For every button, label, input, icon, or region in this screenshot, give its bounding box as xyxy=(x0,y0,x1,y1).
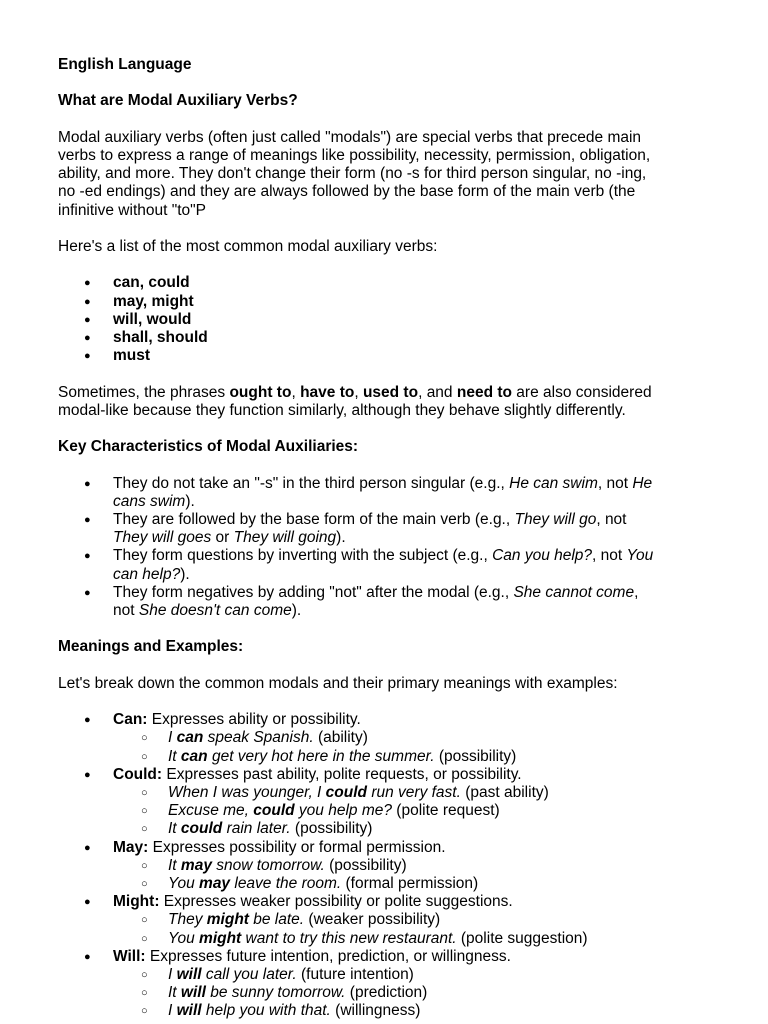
modal-word: will xyxy=(176,966,202,983)
example-item xyxy=(113,748,710,766)
text-run: , xyxy=(634,583,639,601)
text-run: help you with that. xyxy=(201,1002,331,1020)
modal-description: Expresses future intention, prediction, or willingness. xyxy=(145,947,511,965)
text-run: They are followed by the base form of the main verb (e.g., xyxy=(113,510,515,528)
modal-word: can xyxy=(180,747,208,765)
example-item xyxy=(113,729,710,747)
modal-description: Expresses ability or possibility. xyxy=(147,711,361,729)
example-item xyxy=(113,820,710,838)
text-run: , xyxy=(291,383,301,401)
example-text: You xyxy=(626,547,654,565)
example-text: They will go xyxy=(514,510,597,528)
text-run: rain later. xyxy=(222,820,291,838)
modal-description: Expresses past ability, polite requests, or possibility. xyxy=(162,765,522,783)
text-run: ). xyxy=(185,492,195,510)
example-list xyxy=(113,784,710,839)
text-run: run very fast. xyxy=(367,783,461,801)
modal-label: Can: xyxy=(113,711,148,729)
list-item xyxy=(58,347,710,365)
modal-word: might xyxy=(199,929,242,947)
text-run: , not xyxy=(597,474,633,492)
list-item xyxy=(58,274,710,292)
list-item xyxy=(58,311,710,329)
text-run: ). xyxy=(180,565,190,583)
modal-pair: will, would xyxy=(113,310,192,328)
text-run: ). xyxy=(336,529,346,547)
list-item xyxy=(58,475,710,511)
text-run: be late. xyxy=(248,911,305,929)
meaning-note: (possibility) xyxy=(290,820,373,838)
modal-label: Could: xyxy=(113,765,163,783)
text-run: leave the room. xyxy=(230,874,342,892)
meanings-heading: Meanings and Examples: xyxy=(58,638,244,656)
example-text: Can you help? xyxy=(492,547,593,565)
modal-description: Expresses possibility or formal permission. xyxy=(148,838,446,856)
text-run: They form questions by inverting with the subject (e.g., xyxy=(113,547,493,565)
modal-word: might xyxy=(206,911,249,929)
text-run: It xyxy=(168,820,181,838)
phrases-line: modal-like because they function similarly, although they behave slightly differently. xyxy=(58,401,626,419)
modal-pair: must xyxy=(113,347,151,365)
intro-line: verbs to express a range of meanings like possibility, necessity, permission, obligation, xyxy=(58,146,651,164)
text-run: It xyxy=(168,747,181,765)
example-item xyxy=(113,984,710,1002)
text-run: want to try this new restaurant. xyxy=(241,929,457,947)
example-list xyxy=(113,857,710,893)
intro-line: infinitive without "to"P xyxy=(58,201,206,219)
text-run: You xyxy=(168,874,200,892)
text-run: get very hot here in the summer. xyxy=(207,747,435,765)
text-run: When I was younger, I xyxy=(168,783,326,801)
text-run: snow tomorrow. xyxy=(211,856,325,874)
example-item xyxy=(113,802,710,820)
example-item xyxy=(113,911,710,929)
text-run: you help me? xyxy=(294,802,392,820)
intro-line: no -ed endings) and they are always followed by the base form of the main verb (the xyxy=(58,183,636,201)
text-run: , xyxy=(354,383,363,401)
text-run: speak Spanish. xyxy=(203,729,314,747)
example-item xyxy=(113,857,710,875)
meaning-note: (willingness) xyxy=(330,1002,421,1020)
modal-pair: shall, should xyxy=(113,328,208,346)
text-run: They form negatives by adding "not" after the modal (e.g., xyxy=(113,583,514,601)
modal-word: could xyxy=(253,802,295,820)
list-item xyxy=(58,839,710,894)
example-text: He xyxy=(632,474,653,492)
list-item xyxy=(58,948,710,1021)
meaning-note: (weaker possibility) xyxy=(304,911,441,929)
example-list xyxy=(113,911,710,947)
example-item xyxy=(113,966,710,984)
intro-line: Modal auxiliary verbs (often just called "modals") are special verbs that precede main xyxy=(58,128,642,146)
list-item xyxy=(58,711,710,766)
example-text: They will goes xyxy=(113,529,212,547)
modal-label: May: xyxy=(113,838,149,856)
example-text: They will going xyxy=(233,529,337,547)
meaning-note: (prediction) xyxy=(345,984,428,1002)
example-item xyxy=(113,1002,710,1020)
modal-pair: may, might xyxy=(113,292,194,310)
modal-word: may xyxy=(180,856,212,874)
example-list xyxy=(113,729,710,765)
list-item xyxy=(58,547,710,583)
meaning-note: (formal permission) xyxy=(341,874,479,892)
characteristics-heading: Key Characteristics of Modal Auxiliaries: xyxy=(58,438,359,456)
example-text: He can swim xyxy=(509,474,598,492)
meaning-note: (possibility) xyxy=(324,856,407,874)
list-item xyxy=(58,293,710,311)
modal-word: could xyxy=(325,783,368,801)
modal-word: can xyxy=(176,729,204,747)
modal-label: Might: xyxy=(113,893,160,911)
example-item xyxy=(113,875,710,893)
meaning-note: (past ability) xyxy=(460,783,549,801)
phrase-have-to: have to xyxy=(300,383,355,401)
list-item xyxy=(58,766,710,839)
list-item xyxy=(58,584,710,620)
meanings-list xyxy=(58,711,710,1020)
example-item xyxy=(113,784,710,802)
subject-heading: English Language xyxy=(58,56,192,73)
example-text: She cannot come xyxy=(513,583,635,601)
characteristics-list xyxy=(58,475,710,621)
example-item xyxy=(113,930,710,948)
text-run: not xyxy=(113,601,139,619)
intro-paragraph xyxy=(58,129,710,220)
phrase-need-to: need to xyxy=(456,383,512,401)
text-run: It xyxy=(168,984,181,1002)
example-list xyxy=(113,966,710,1021)
text-run: I xyxy=(168,1002,177,1020)
text-run: or xyxy=(211,529,234,547)
meaning-note: (ability) xyxy=(313,729,368,747)
text-run: call you later. xyxy=(201,966,297,983)
meaning-note: (future intention) xyxy=(296,966,414,983)
modal-word: will xyxy=(180,984,206,1002)
text-run: I xyxy=(168,729,177,747)
example-text: She doesn't can come xyxy=(138,601,292,619)
modal-list xyxy=(58,274,710,365)
phrases-line xyxy=(58,384,710,402)
modal-pair: can, could xyxy=(113,274,190,292)
text-run: They xyxy=(168,911,207,929)
phrase-used-to: used to xyxy=(362,383,419,401)
meanings-intro: Let's break down the common modals and their primary meanings with examples: xyxy=(58,674,618,692)
example-text: cans swim xyxy=(113,492,186,510)
text-run: They do not take an "-s" in the third person singular (e.g., xyxy=(113,474,510,492)
intro-line: ability, and more. They don't change their form (no -s for third person singular, no -ing, xyxy=(58,165,647,183)
text-run: It xyxy=(168,856,181,874)
text-run: You xyxy=(168,929,200,947)
text-run: Sometimes, the phrases xyxy=(58,383,230,401)
modal-word: will xyxy=(176,1002,202,1020)
modal-word: may xyxy=(199,874,231,892)
meaning-note: (possibility) xyxy=(434,747,517,765)
text-run: are also considered xyxy=(511,383,652,401)
modal-label: Will: xyxy=(113,947,146,965)
phrase-ought-to: ought to xyxy=(229,383,292,401)
list-item xyxy=(58,329,710,347)
text-run: , not xyxy=(596,510,627,528)
list-intro: Here's a list of the most common modal auxiliary verbs: xyxy=(58,237,438,255)
list-item xyxy=(58,893,710,948)
page-title: What are Modal Auxiliary Verbs? xyxy=(58,92,298,110)
text-run: , not xyxy=(592,547,627,565)
text-run: be sunny tomorrow. xyxy=(205,984,346,1002)
meaning-note: (polite request) xyxy=(392,802,500,820)
meaning-note: (polite suggestion) xyxy=(456,929,588,947)
list-item xyxy=(58,511,710,547)
example-text: can help? xyxy=(113,565,181,583)
text-run: I xyxy=(168,966,177,983)
modal-description: Expresses weaker possibility or polite suggestions. xyxy=(159,893,513,911)
text-run: , and xyxy=(418,383,457,401)
modal-word: could xyxy=(180,820,223,838)
text-run: Excuse me, xyxy=(168,802,254,820)
modal-like-paragraph xyxy=(58,384,710,420)
text-run: ). xyxy=(291,601,302,619)
